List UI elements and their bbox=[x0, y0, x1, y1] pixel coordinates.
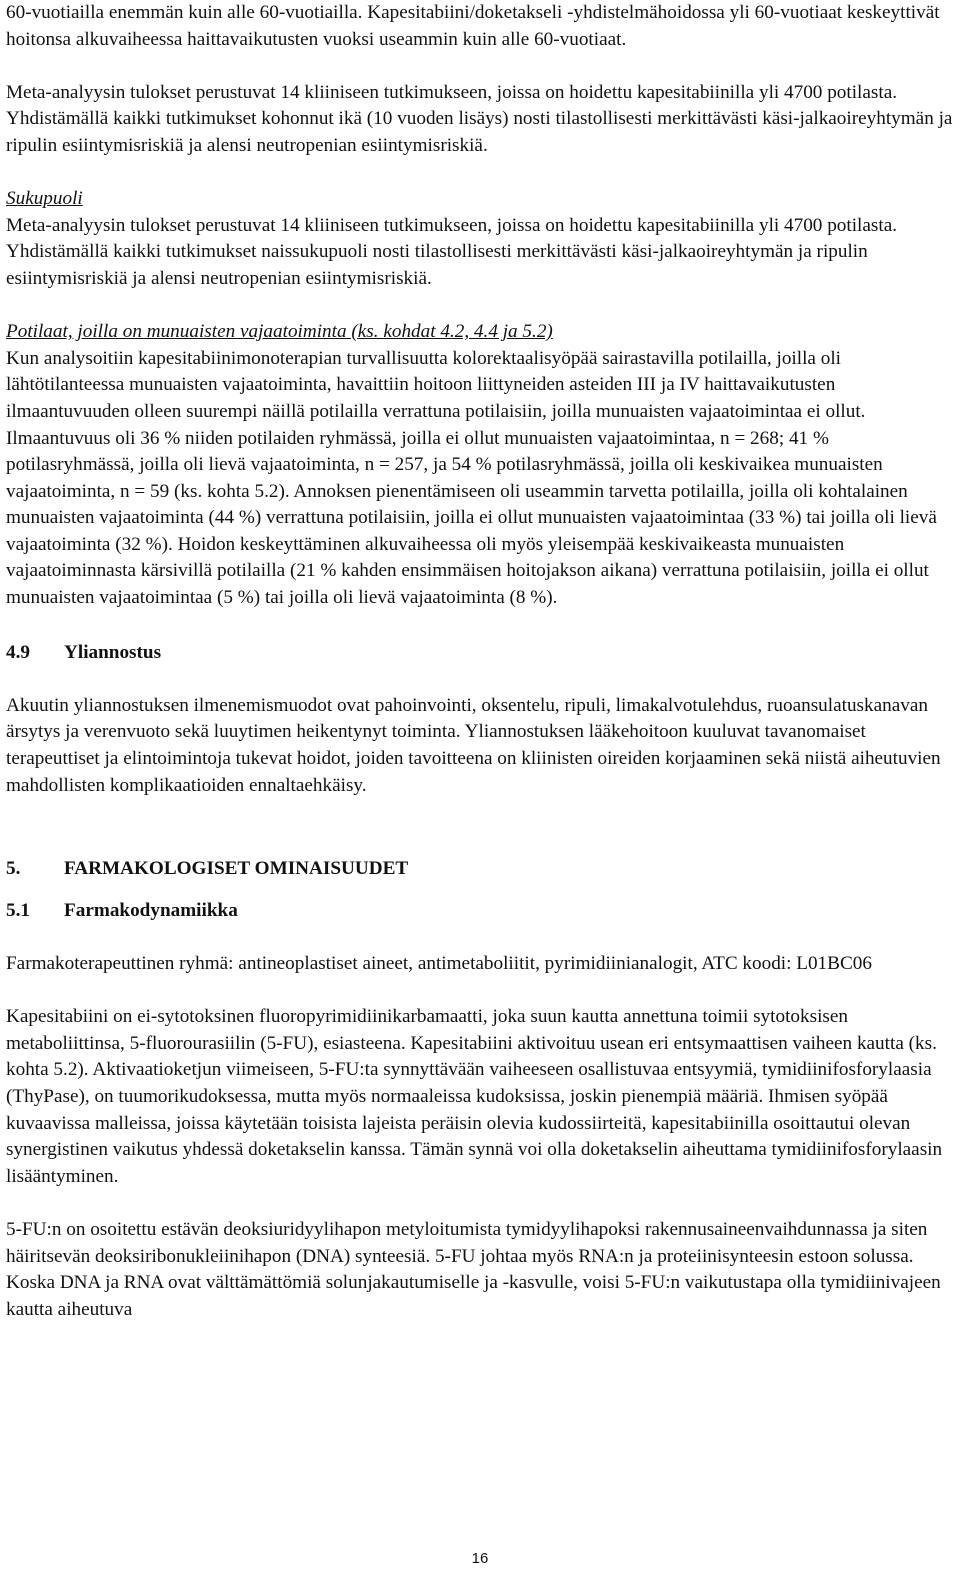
section-title: Farmakodynamiikka bbox=[64, 899, 238, 921]
paragraph-overdose: Akuutin yliannostuksen ilmenemismuodot ovat pahoinvointi, oksentelu, ripuli, limakalvotulehdus, ruoansulatuskanavan ärsytys ja verenvuoto sekä luuytimen heikentynyt toiminta. Yliannostuksen lääkehoitoon kuuluvat tavanomaiset terapeuttiset ja elintoimintoja tukevat hoidot, joiden tavoitteena on kliinisten oireiden korjaaminen sekä niistä aiheutuvien mahdollisten komplikaatioiden ennaltaehkäisy. bbox=[6, 694, 941, 796]
page-number: 16 bbox=[471, 1550, 489, 1567]
section-heading-5-1 bbox=[6, 898, 954, 925]
section-heading-5 bbox=[6, 856, 954, 883]
document-page bbox=[6, 0, 954, 1323]
paragraph-mechanism: Kapesitabiini on ei-sytotoksinen fluoropyrimidiinikarbamaatti, joka suun kautta annettuna toimii sytotoksisen metaboliittinsa, 5-fluorourasiilin (5-FU), esiasteena. Kapesitabiini aktivoituu usean eri entsymaattisen vaiheen kautta (ks. kohta 5.2). Aktivaatioketjun viimeiseen, 5-FU:ta synnyttävään vaiheeseen osallistuvaa entsyymiä, tymidiinifosforylaasia (ThyPase), on tuumorikudoksessa, mutta myös normaaleissa kudoksissa, joskin pienempiä määriä. Ihmisen syöpää kuvaavissa malleissa, joissa käytetään toisista lajeista peräisin olevia kudossiirteitä, kapesitabiinilla osoittautui olevan synergistinen vaikutus yhdessä doketakselin kanssa. Tämän synnä voi olla doketakselin aiheuttama tymidiinifosforylaasin lisääntyminen. bbox=[6, 1006, 943, 1187]
paragraph-pharmacotherapeutic-group: Farmakoterapeuttinen ryhmä: antineoplastiset aineet, antimetaboliitit, pyrimidiinianalogit, ATC koodi: L01BC06 bbox=[6, 953, 872, 974]
subheading-renal-impairment: Potilaat, joilla on munuaisten vajaatoiminta (ks. kohdat 4.2, 4.4 ja 5.2) bbox=[6, 321, 553, 343]
subheading-sex: Sukupuoli bbox=[6, 188, 83, 210]
section-heading-4-9 bbox=[6, 640, 954, 667]
paragraph-5fu-action: 5-FU:n on osoitettu estävän deoksiuridyylihapon metyloitumista tymidyylihapoksi rakennusaineenvaihdunnassa ja siten häiritsevän deoksiribonukleiinihapon (DNA) synteesiä. 5-FU johtaa myös RNA:n ja proteiinisynteesin estoon solussa. Koska DNA ja RNA ovat välttämättömiä solunjakautumiselle ja -kasvulle, voisi 5-FU:n vaikutustapa olla tymidiinivajeen kautta aiheutuva bbox=[6, 1218, 941, 1320]
section-title: FARMAKOLOGISET OMINAISUUDET bbox=[64, 858, 409, 880]
section-number: 5.1 bbox=[6, 899, 30, 921]
section-number: 5. bbox=[6, 858, 21, 880]
paragraph-age-continuation: 60-vuotiailla enemmän kuin alle 60-vuotiailla. Kapesitabiini/doketakseli -yhdistelmähoidossa yli 60-vuotiaat keskeyttivät hoitonsa alkuvaiheessa haittavaikutusten vuoksi useammin kuin alle 60-vuotiaat. bbox=[6, 2, 940, 50]
paragraph-meta-analysis-age: Meta-analyysin tulokset perustuvat 14 kliiniseen tutkimukseen, joissa on hoidettu kapesitabiinilla yli 4700 potilasta. Yhdistämällä kaikki tutkimukset kohonnut ikä (10 vuoden lisäys) nosti tilastollisesti merkittävästi käsi-jalkaoireyhtymän ja ripulin esiintymisriskiä ja alensi neutropenian esiintymisriskiä. bbox=[6, 81, 953, 156]
paragraph-renal-impairment: Kun analysoitiin kapesitabiinimonoterapian turvallisuutta kolorektaalisyöpää sairastavilla potilailla, joilla oli lähtötilanteessa munuaisten vajaatoiminta, havaittiin hoitoon liittyneiden asteiden III ja IV haittavaikutusten ilmaantuvuuden olleen suurempi näillä potilailla verrattuna potilaisiin, joilla munuaisten vajaatoimintaa ei ollut. Ilmaantuvuus oli 36 % niiden potilaiden ryhmässä, joilla ei ollut munuaisten vajaatoimintaa, n = 268; 41 % potilasryhmässä, joilla oli lievä vajaatoiminta, n = 257, ja 54 % potilasryhmässä, joilla oli keskivaikea munuaisten vajaatoiminta, n = 59 (ks. kohta 5.2). Annoksen pienentämiseen oli useammin tarvetta potilailla, joilla oli kohtalainen munuaisten vajaatoiminta (44 %) verrattuna potilaisiin, joilla ei ollut munuaisten vajaatoimintaa (33 %) tai joilla oli lievä vajaatoiminta (32 %). Hoidon keskeyttäminen alkuvaiheessa oli myös yleisempää keskivaikeasta munuaisten vajaatoiminnasta kärsivillä potilailla (21 % kahden ensimmäisen hoitojakson aikana) verrattuna potilaisiin, joilla ei ollut munuaisten vajaatoimintaa (5 %) tai joilla oli lievä vajaatoiminta (8 %). bbox=[6, 347, 937, 609]
paragraph-meta-analysis-sex: Meta-analyysin tulokset perustuvat 14 kliiniseen tutkimukseen, joissa on hoidettu kapesitabiinilla yli 4700 potilasta. Yhdistämällä kaikki tutkimukset naissukupuoli nosti tilastollisesti merkittävästi käsi-jalkaoireyhtymän ja ripulin esiintymisriskiä ja alensi neutropenian esiintymisriskiä. bbox=[6, 214, 898, 289]
section-number: 4.9 bbox=[6, 641, 30, 663]
section-title: Yliannostus bbox=[64, 641, 162, 663]
